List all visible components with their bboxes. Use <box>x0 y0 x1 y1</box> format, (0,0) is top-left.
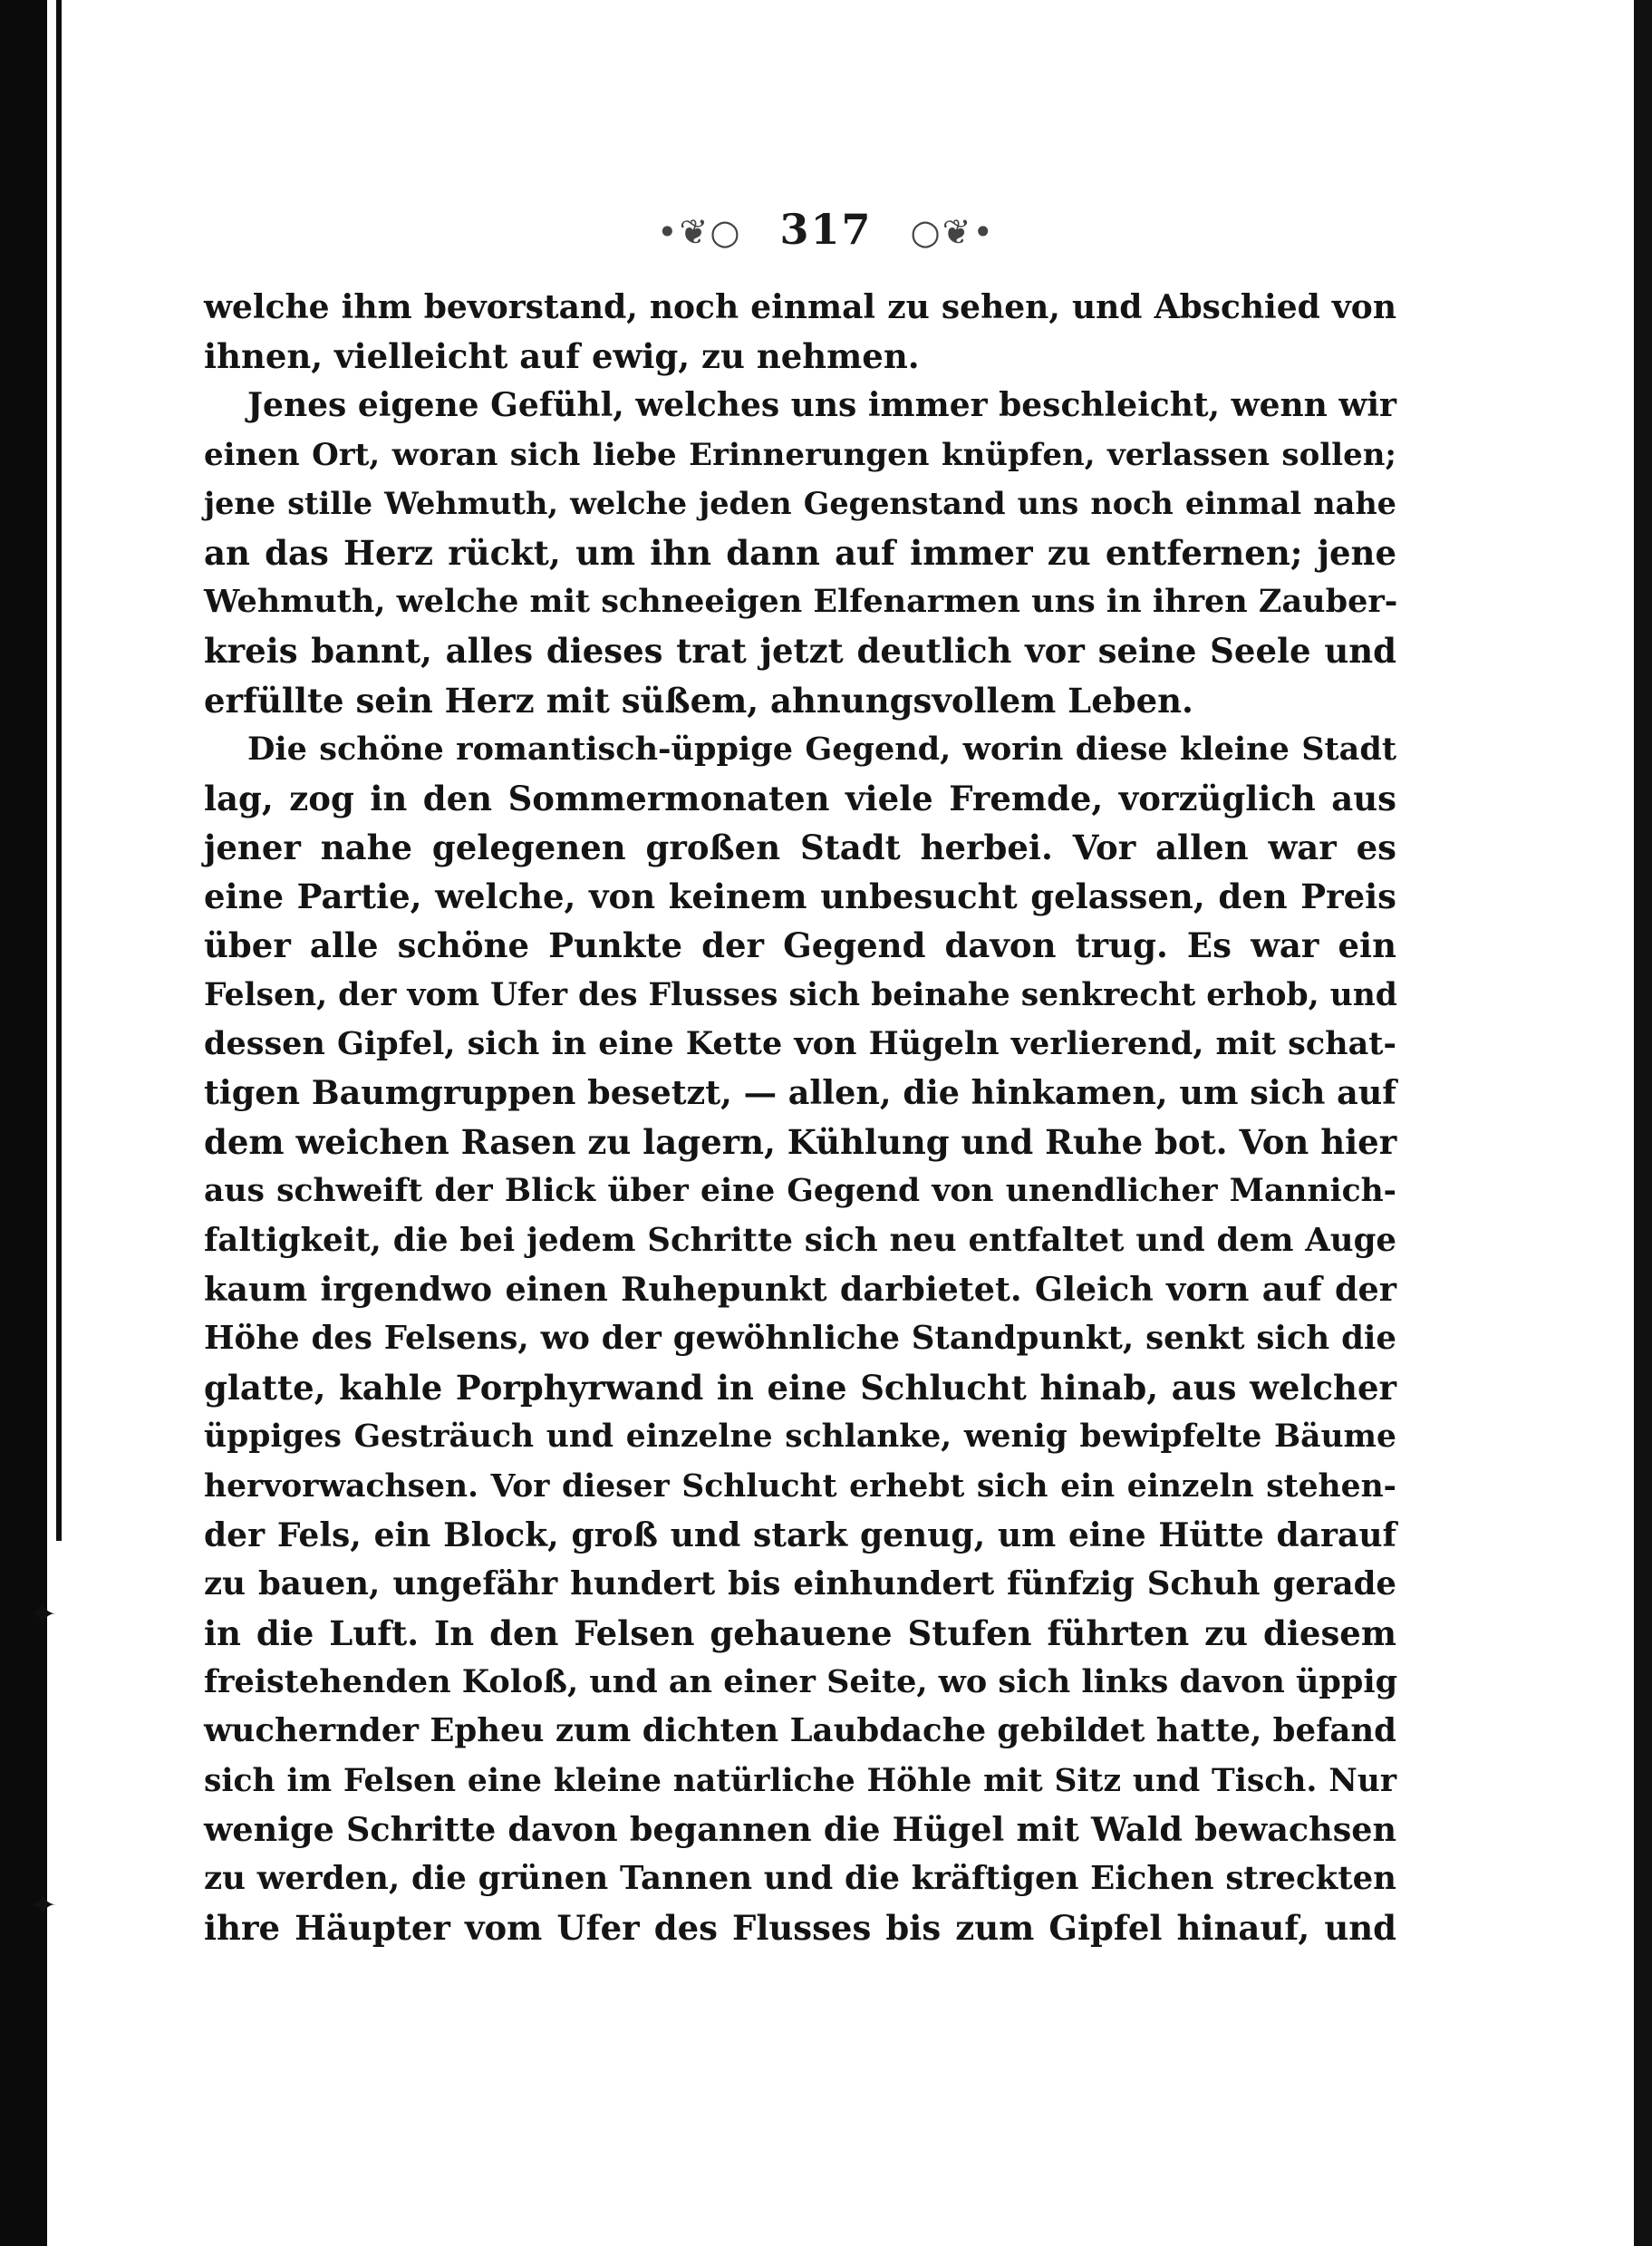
text-line: kreis bannt, alles dieses trat jetzt deutlich vor seine Seele und <box>204 631 1396 672</box>
text-line: dem weichen Rasen zu lagern, Kühlung und Ruhe bot. Von hier <box>204 1122 1397 1163</box>
scan-border-right <box>1634 0 1652 2246</box>
text-line: jene stille Wehmuth, welche jeden Gegenstand uns noch einmal nahe <box>204 485 1396 521</box>
text-line: hervorwachsen. Vor dieser Schlucht erhebt sich ein einzeln stehen- <box>204 1467 1396 1505</box>
text-line: jener nahe gelegenen großen Stadt herbei. Vor allen war es <box>204 828 1396 868</box>
text-line: Felsen, der vom Ufer des Flusses sich beinahe senkrecht erhob, und <box>204 976 1397 1013</box>
text-line: freistehenden Koloß, und an einer Seite, wo sich links davon üppig <box>204 1663 1398 1701</box>
text-line: wenige Schritte davon begannen die Hügel mit Wald bewachsen <box>204 1809 1396 1849</box>
text-line: dessen Gipfel, sich in eine Kette von Hügeln verlierend, mit schat- <box>204 1024 1396 1062</box>
text-line: üppiges Gesträuch und einzelne schlanke, wenig bewipfelte Bäume <box>204 1418 1396 1456</box>
text-line: kaum irgendwo einen Ruhepunkt darbietet. Gleich vorn auf der <box>204 1269 1396 1309</box>
text-line: der Fels, ein Block, groß und stark genug, um eine Hütte darauf <box>204 1515 1396 1554</box>
text-line: über alle schöne Punkte der Gegend davon trug. Es war ein <box>204 925 1396 966</box>
margin-mark-icon: ✦ <box>28 1594 57 1634</box>
text-line: Höhe des Felsens, wo der gewöhnliche Standpunkt, senkt sich die <box>204 1319 1396 1357</box>
text-line: ihre Häupter vom Ufer des Flusses bis zum Gipfel hinauf, und <box>204 1908 1396 1949</box>
text-line: welche ihm bevorstand, noch einmal zu sehen, und Abschied von <box>204 288 1396 326</box>
text-line: Wehmuth, welche mit schneeigen Elfenarmen uns in ihren Zauber- <box>204 583 1398 621</box>
text-line: ihnen, vielleicht auf ewig, zu nehmen. <box>204 336 920 377</box>
text-line: Jenes eigene Gefühl, welches uns immer beschleicht, wenn wir <box>247 386 1396 425</box>
text-line: Die schöne romantisch-üppige Gegend, worin diese kleine Stadt <box>247 730 1396 768</box>
ornament-left-icon: •❦○ <box>657 212 742 252</box>
margin-mark-icon: ✦ <box>28 1885 57 1925</box>
text-line: eine Partie, welche, von keinem unbesucht gelassen, den Preis <box>204 876 1396 917</box>
text-line: an das Herz rückt, um ihn dann auf immer zu entfernen; jene <box>204 532 1396 573</box>
text-line: aus schweift der Blick über eine Gegend von unendlicher Mannich- <box>204 1173 1396 1210</box>
body-text <box>204 283 1396 1952</box>
text-line: zu bauen, ungefähr hundert bis einhundert fünfzig Schuh gerade <box>204 1564 1396 1602</box>
ornament-right-icon: ○❦• <box>910 212 995 252</box>
text-line: in die Luft. In den Felsen gehauene Stufen führten zu diesem <box>204 1613 1396 1654</box>
text-line: glatte, kahle Porphyrwand in eine Schlucht hinab, aus welcher <box>204 1368 1396 1409</box>
text-line: lag, zog in den Sommermonaten viele Fremde, vorzüglich aus <box>204 778 1396 818</box>
text-line: faltigkeit, die bei jedem Schritte sich neu entfaltet und dem Auge <box>204 1221 1396 1259</box>
text-line: tigen Baumgruppen besetzt, — allen, die hinkamen, um sich auf <box>204 1073 1396 1112</box>
page-header <box>0 205 1652 254</box>
text-line: zu werden, die grünen Tannen und die kräftigen Eichen streckten <box>204 1860 1396 1897</box>
text-line: erfüllte sein Herz mit süßem, ahnungsvollem Leben. <box>204 680 1193 721</box>
page-number: 317 <box>779 205 873 254</box>
text-line: wuchernder Epheu zum dichten Laubdache gebildet hatte, befand <box>204 1712 1396 1750</box>
text-line: einen Ort, woran sich liebe Erinnerungen knüpfen, verlassen sollen; <box>204 436 1396 473</box>
text-line: sich im Felsen eine kleine natürliche Höhle mit Sitz und Tisch. Nur <box>204 1762 1396 1799</box>
